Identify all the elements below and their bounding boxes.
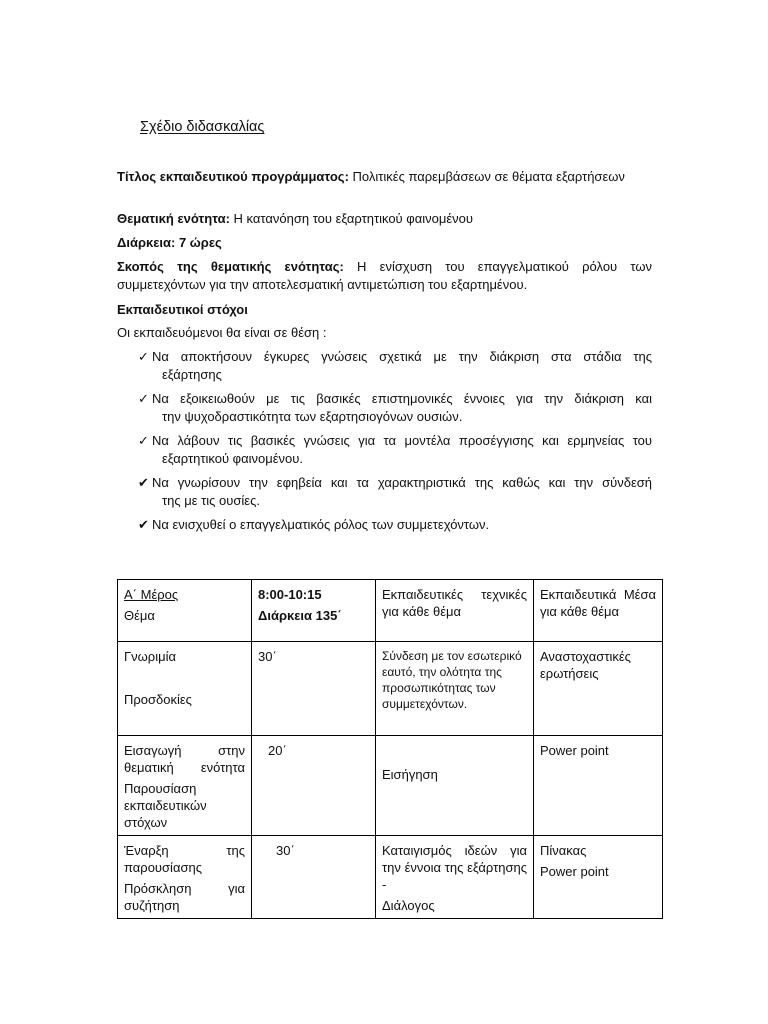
objective-text: Να λάβουν τις βασικές γνώσεις για τα μοντέλα προσέγγισης και ερμηνείας του xyxy=(152,433,652,448)
technique-text: Καταιγισμός ιδεών για την έννοια της εξάρτησης - xyxy=(382,843,527,892)
header-part: Α΄ Μέρος xyxy=(124,587,179,602)
means-text: Power point xyxy=(540,743,609,758)
check-icon: ✓ xyxy=(138,433,149,448)
check-bold-icon: ✔ xyxy=(138,517,149,532)
objective-item xyxy=(138,432,652,468)
table-row xyxy=(118,642,663,736)
topic-sub: Παρουσίαση εκπαιδευτικών στόχων xyxy=(124,781,207,830)
means-cell xyxy=(534,836,663,919)
unit-value: Η κατανόηση του εξαρτητικού φαινομένου xyxy=(229,211,473,226)
purpose-line xyxy=(117,258,652,293)
objective-text: Να εξοικειωθούν με τις βασικές επιστημονικές έννοιες για την διάκριση και xyxy=(152,391,652,406)
topic-cell xyxy=(118,836,252,919)
duration-line: Διάρκεια: 7 ώρες xyxy=(117,235,222,250)
technique-cell xyxy=(376,642,534,736)
time-value: 20΄ xyxy=(268,743,287,758)
purpose-value: Η ενίσχυση του επαγγελματικού ρόλου των συμμετεχόντων για την αποτελεσματική αντιμετώπιση του εξαρτημένου. xyxy=(117,259,652,292)
objectives-heading: Εκπαιδευτικοί στόχοι xyxy=(117,302,248,317)
objectives-intro: Οι εκπαιδευόμενοι θα είναι σε θέση : xyxy=(117,325,327,340)
header-means: Εκπαιδευτικά Μέσα για κάθε θέμα xyxy=(540,587,656,619)
header-part-cell xyxy=(118,580,252,642)
header-means-cell xyxy=(534,580,663,642)
table-row xyxy=(118,736,663,836)
check-icon: ✓ xyxy=(138,391,149,406)
check-bold-icon: ✔ xyxy=(138,475,149,490)
objective-text: Να γνωρίσουν την εφηβεία και τα χαρακτηριστικά της καθώς και την σύνδεσή xyxy=(152,475,652,490)
objective-item xyxy=(138,348,652,384)
technique-text: Εισήγηση xyxy=(382,767,438,782)
means-text: Πίνακας xyxy=(540,843,587,858)
topic-main: Έναρξη της παρουσίασης xyxy=(124,843,245,875)
objective-text: Να αποκτήσουν έγκυρες γνώσεις σχετικά με την διάκριση στα στάδια της xyxy=(152,349,652,364)
objective-text-cont: της με τις ουσίες. xyxy=(162,493,260,508)
unit-label: Θεματική ενότητα: xyxy=(117,211,230,226)
objective-text-cont: την ψυχοδραστικότητα των εξαρτησιογόνων ουσιών. xyxy=(162,409,463,424)
time-cell xyxy=(252,836,376,919)
technique-text: Σύνδεση με τον εσωτερικό εαυτό, την ολότητα της προσωπικότητας των συμμετεχόντων. xyxy=(382,649,522,711)
lesson-plan-table xyxy=(117,579,663,919)
means-text: Αναστοχαστικές ερωτήσεις xyxy=(540,649,631,681)
objective-text-cont: εξάρτησης xyxy=(162,367,222,382)
header-time-cell xyxy=(252,580,376,642)
table-row xyxy=(118,836,663,919)
objective-item xyxy=(138,474,652,510)
technique-text-b: Διάλογος xyxy=(382,898,435,913)
objective-item xyxy=(138,516,652,534)
header-techniques: Εκπαιδευτικές τεχνικές για κάθε θέμα xyxy=(382,587,527,619)
unit-line xyxy=(117,210,652,228)
technique-cell xyxy=(376,836,534,919)
topic-main: Γνωριμία xyxy=(124,649,176,664)
topic-sub: Προσδοκίες xyxy=(124,692,192,707)
program-title-line xyxy=(117,168,652,186)
topic-main: Εισαγωγή στην θεματική ενότητα xyxy=(124,743,245,775)
means-text-b: Power point xyxy=(540,864,609,879)
program-title-value: Πολιτικές παρεμβάσεων σε θέματα εξαρτήσεων xyxy=(348,169,625,184)
table-header-row xyxy=(118,580,663,642)
time-value: 30΄ xyxy=(258,649,277,664)
objective-item xyxy=(138,390,652,426)
program-title-label: Τίτλος εκπαιδευτικού προγράμματος: xyxy=(117,169,349,184)
means-cell xyxy=(534,642,663,736)
header-duration: Διάρκεια 135΄ xyxy=(258,608,342,623)
time-value: 30΄ xyxy=(276,843,295,858)
technique-cell xyxy=(376,736,534,836)
topic-cell xyxy=(118,642,252,736)
document-title: Σχέδιο διδασκαλίας xyxy=(140,119,265,135)
objective-text-cont: εξαρτητικού φαινομένου. xyxy=(162,451,303,466)
header-techniques-cell xyxy=(376,580,534,642)
header-topic: Θέμα xyxy=(124,608,155,623)
objective-text: Να ενισχυθεί ο επαγγελματικός ρόλος των συμμετεχόντων. xyxy=(152,517,490,532)
topic-cell xyxy=(118,736,252,836)
purpose-label: Σκοπός της θεματικής ενότητας: xyxy=(117,259,344,274)
time-cell xyxy=(252,736,376,836)
means-cell xyxy=(534,736,663,836)
check-icon: ✓ xyxy=(138,349,149,364)
time-cell xyxy=(252,642,376,736)
topic-sub: Πρόσκληση για συζήτηση xyxy=(124,881,245,913)
header-time: 8:00-10:15 xyxy=(258,587,322,602)
